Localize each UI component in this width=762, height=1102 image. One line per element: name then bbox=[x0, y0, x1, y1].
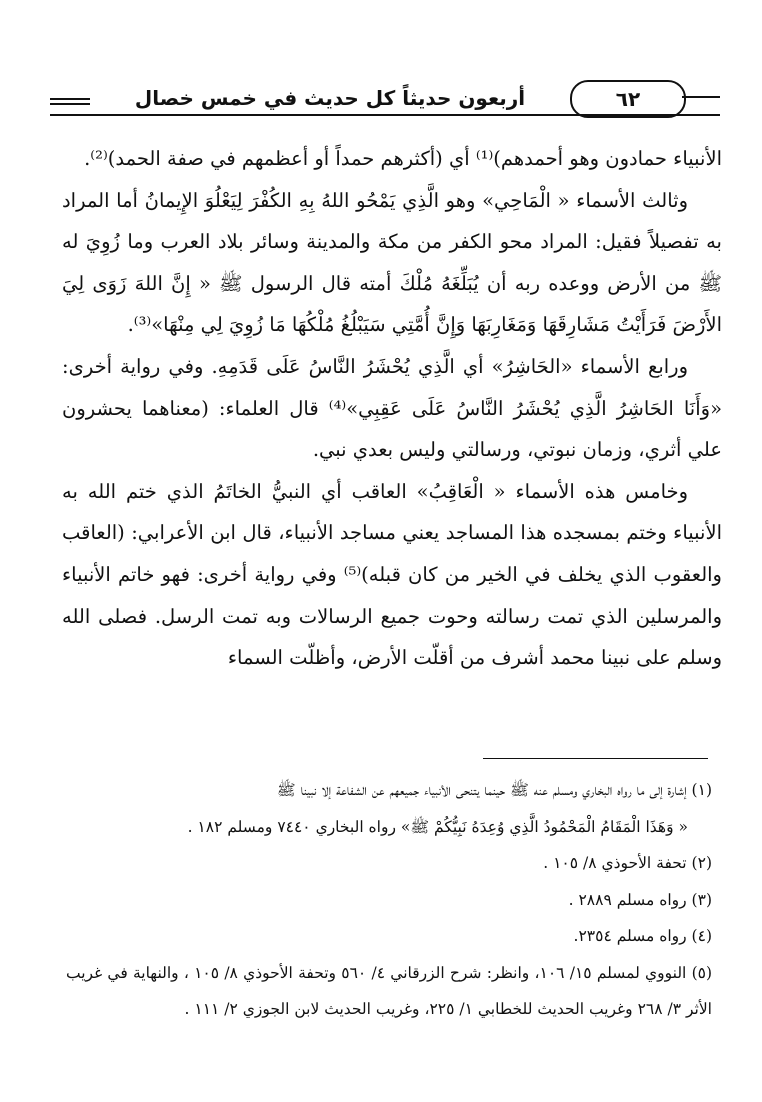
footnotes bbox=[66, 772, 712, 1028]
footnote-separator bbox=[483, 758, 708, 759]
footnote: (٤) رواه مسلم ٢٣٥٤. bbox=[573, 927, 712, 945]
main-text bbox=[62, 138, 722, 679]
paragraph: الأنبياء حمادون وهو أحمدهم)⁽¹⁾ أي (أكثرهم حمداً أو أعظمهم في صفة الحمد)⁽²⁾. bbox=[84, 147, 722, 170]
footnote: (١) إشارة إلى ما رواه البخاري ومسلم عنه ﷺ حينما يتنحى الأنبياء جميعهم عن الشفاعة إلا نبينا ﷺ bbox=[276, 781, 712, 799]
footnote: (٥) النووي لمسلم ١٥/ ١٠٦، وانظر: شرح الزرقاني ٤/ ٥٦٠ وتحفة الأحوذي ٨/ ١٠٥ ، والنهاية في غريب الأثر ٣/ ٢٦٨ وغريب الحديث للخطابي ١/ ٢٢٥، وغريب الحديث لابن الجوزي ٢/ ١١١ . bbox=[66, 963, 713, 1018]
page-number: ٦٢ bbox=[570, 80, 686, 118]
paragraph: ورابع الأسماء «الحَاشِرُ» أي الَّذِي يُحْشَرُ النَّاسُ عَلَى قَدَمِهِ. وفي رواية أخرى: «وَأَنَا الحَاشِرُ الَّذِي يُحْشَرُ النَّاسُ عَلَى عَقِبِي»⁽⁴⁾ قال العلماء: (معناهما يحشرون علي أثري، وزمان نبوتي، ورسالتي وليس بعدي نبي. bbox=[62, 354, 722, 462]
footnote: (٢) تحفة الأحوذي ٨/ ١٠٥ . bbox=[543, 854, 712, 872]
footnote: (٣) رواه مسلم ٢٨٨٩ . bbox=[568, 890, 712, 909]
header-rule-left bbox=[50, 98, 90, 100]
header-underline bbox=[50, 114, 720, 116]
running-header bbox=[50, 80, 720, 120]
paragraph: وخامس هذه الأسماء « الْعَاقِبُ» العاقب أي النبيُّ الخاتَمُ الذي ختم الله به الأنبياء وختم بمسجده هذا المساجد يعني مساجد الأنبياء، قال ابن الأعرابي: (العاقب والعقوب الذي يخلف في الخير من كان قبله)⁽⁵⁾ وفي رواية أخرى: فهو خاتم الأنبياء والمرسلين الذي تمت رسالته وحوت جميع الرسالات وبه تمت الرسل. فصلى الله وسلم على نبينا محمد أشرف من أقلّت الأرض، وأظلّت السماء bbox=[62, 479, 722, 670]
book-title: أربعون حديثاً كل حديث في خمس خصال bbox=[134, 86, 526, 110]
header-rule-right bbox=[682, 96, 720, 98]
footnote: « وَهَذَا الْمَقَامُ الْمَحْمُودُ الَّذِي وُعِدَهُ نَبِيُّكُمْ ﷺ» رواه البخاري ٧٤٤٠ ومسلم ١٨٢ . bbox=[187, 817, 688, 836]
paragraph: وثالث الأسماء « الْمَاحِي» وهو الَّذِي يَمْحُو اللهُ بِهِ الكُفْرَ لِيَعْلُوَ الإِيمانُ أما المراد به تفصيلاً فقيل: المراد محو الكفر من مكة والمدينة وسائر بلاد العرب وما زُوِيَ له ﷺ من الأرض ووعده ربه أن يُبَلِّغَهُ مُلْكَ أمته قال الرسول ﷺ « إِنَّ اللهَ زَوَى لِيَ الأَرْضَ فَرَأَيْتُ مَشَارِقَهَا وَمَغَارِبَهَا وَإِنَّ أُمَّتِي سَيَبْلُغُ مُلْكُهَا مَا زُوِيَ لِي مِنْهَا»⁽³⁾. bbox=[62, 188, 722, 337]
